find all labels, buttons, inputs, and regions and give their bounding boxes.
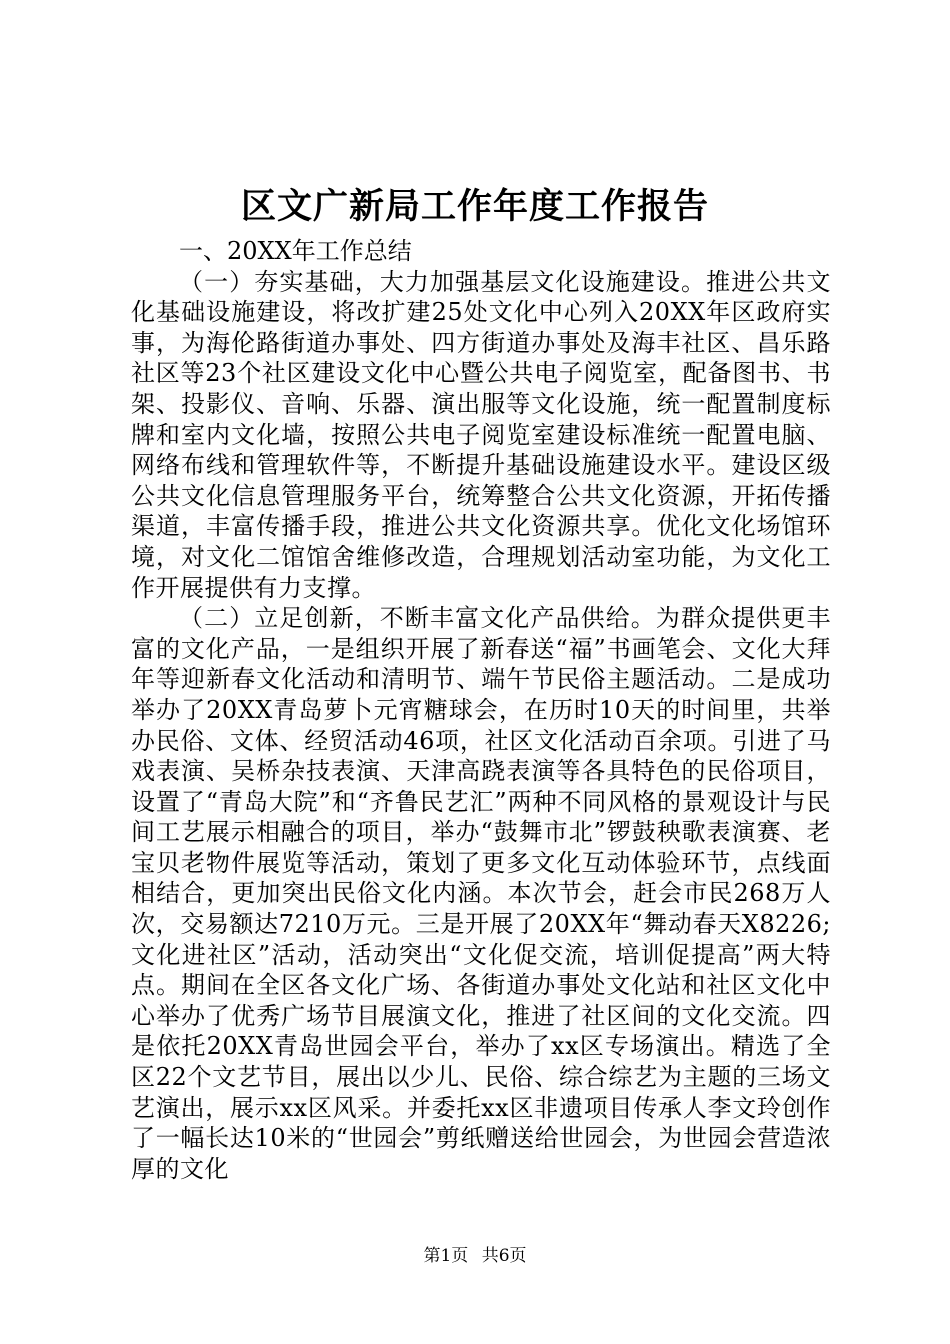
document-body [131, 236, 831, 1184]
section-heading: 一、20XX年工作总结 [179, 237, 412, 265]
page-number: 第1页 [423, 1246, 469, 1266]
paragraph-innovation: （二）立足创新，不断丰富文化产品供给。为群众提供更丰富的文化产品，一是组织开展了新春送“福”书画笔会、文化大拜年等迎新春文化活动和清明节、端午节民俗主题活动。二是成功举办了20XX青岛萝卜元宵糖球会，在历时10天的时间里，共举办民俗、文体、经贸活动46项，社区文化活动百余项。引进了马戏表演、吴桥杂技表演、天津高跷表演等各具特色的民俗项目，设置了“青岛大院”和“齐鲁民艺汇”两种不同风格的景观设计与民间工艺展示相融合的项目，举办“鼓舞市北”锣鼓秧歌表演赛、老宝贝老物件展览等活动，策划了更多文化互动体验环节，点线面相结合，更加突出民俗文化内涵。本次节会，赶会市民268万人次，交易额达7210万元。三是开展了20XX年“舞动春天X8226;文化进社区”活动，活动突出“文化促交流，培训促提高”两大特点。期间在全区各文化广场、各街道办事处文化站和社区文化中心举办了优秀广场节目展演文化，推进了社区间的文化交流。四是依托20XX青岛世园会平台，举办了xx区专场演出。精选了全区22个文艺节目，展出以少儿、民俗、综合综艺为主题的三场文艺演出，展示xx区风采。并委托xx区非遗项目传承人李文玲创作了一幅长达10米的“世园会”剪纸赠送给世园会，为世园会营造浓厚的文化 [131, 604, 831, 1183]
page-total: 共6页 [481, 1246, 527, 1266]
document-title: 区文广新局工作年度工作报告 [240, 186, 709, 227]
page-footer [0, 1244, 950, 1268]
paragraph-infrastructure: （一）夯实基础，大力加强基层文化设施建设。推进公共文化基础设施建设，将改扩建25处文化中心列入20XX年区政府实事，为海伦路街道办事处、四方街道办事处及海丰社区、昌乐路社区等23个社区建设文化中心暨公共电子阅览室，配备图书、书架、投影仪、音响、乐器、演出服等文化设施，统一配置制度标牌和室内文化墙，按照公共电子阅览室建设标准统一配置电脑、网络布线和管理软件等，不断提升基础设施建设水平。建设区级公共文化信息管理服务平台，统筹整合公共文化资源，开拓传播渠道，丰富传播手段，推进公共文化资源共享。优化文化场馆环境，对文化二馆馆舍维修改造，合理规划活动室功能，为文化工作开展提供有力支撑。 [131, 267, 831, 602]
